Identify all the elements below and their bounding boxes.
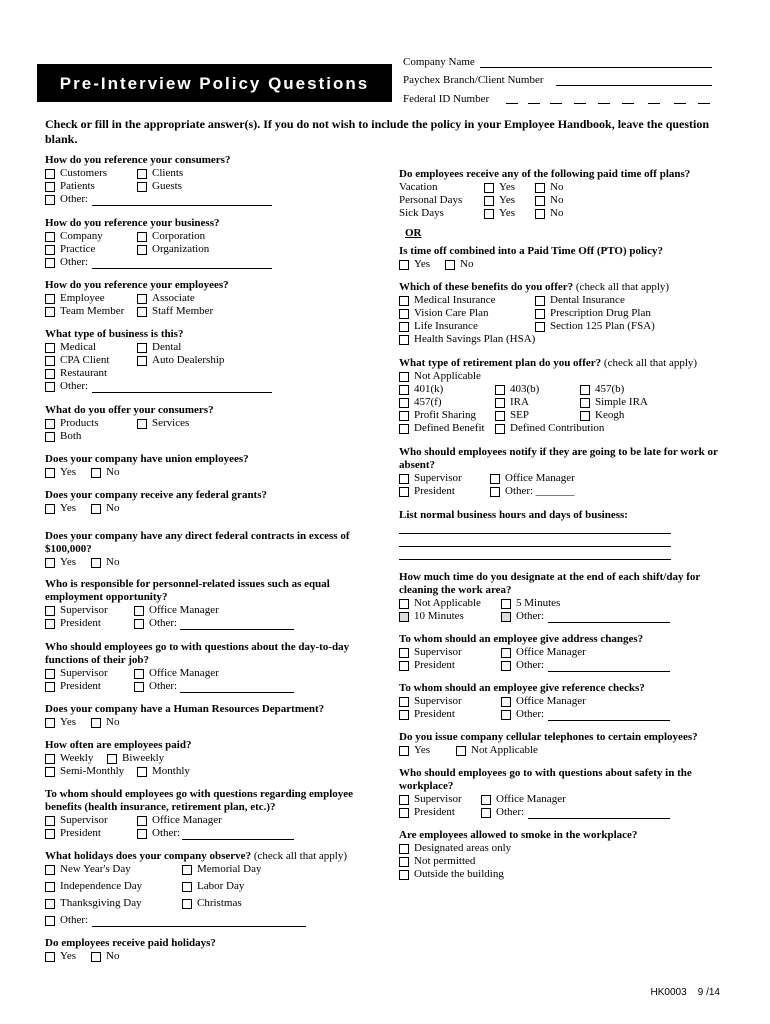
option-label: Office Manager — [152, 814, 222, 826]
checkbox-services[interactable] — [137, 419, 147, 429]
option-label: 457(f) — [414, 396, 442, 408]
option-label: Supervisor — [414, 646, 462, 658]
checkbox-vacation-no[interactable] — [535, 183, 545, 193]
checkbox-other[interactable] — [481, 808, 491, 818]
option-label: Defined Benefit — [414, 422, 485, 434]
checkbox-office-manager[interactable] — [501, 697, 511, 707]
other-field[interactable] — [548, 720, 670, 721]
q-smoking: Are employees allowed to smoke in the workplace? — [399, 829, 638, 841]
option-label: Employee — [60, 292, 105, 304]
option-label: Patients — [60, 180, 95, 192]
checkbox-vision-care[interactable] — [399, 309, 409, 319]
question-note: (check all that apply) — [253, 850, 347, 862]
other-field[interactable] — [548, 622, 670, 623]
hours-line-2[interactable] — [399, 546, 671, 547]
form-code: HK0003 9 /14 — [650, 987, 720, 998]
page-title: Pre-Interview Policy Questions — [59, 74, 370, 93]
checkbox-personal-days-no[interactable] — [535, 196, 545, 206]
option-label: Vision Care Plan — [414, 307, 489, 319]
option-label: Supervisor — [414, 472, 462, 484]
option-label: No — [106, 716, 120, 728]
q-retirement — [399, 357, 697, 370]
option-label: President — [414, 806, 455, 818]
option-label: Yes — [414, 258, 431, 270]
option-label: Life Insurance — [414, 320, 478, 332]
checkbox-company[interactable] — [45, 232, 55, 242]
checkbox-staff-member[interactable] — [137, 307, 147, 317]
option-label: Section 125 Plan (FSA) — [550, 320, 655, 332]
checkbox-employee[interactable] — [45, 294, 55, 304]
option-label: Defined Contribution — [510, 422, 605, 434]
checkbox-sick-days-yes[interactable] — [484, 209, 494, 219]
option-label: Office Manager — [149, 604, 219, 616]
option-label: No — [106, 466, 120, 478]
row-label: Vacation — [399, 181, 438, 193]
checkbox-president[interactable] — [45, 829, 55, 839]
option-label: SEP — [510, 409, 529, 421]
hours-line-3[interactable] — [399, 559, 671, 560]
option-label: Other: — [149, 617, 178, 629]
option-label: Not Applicable — [414, 370, 481, 382]
option-label: Profit Sharing — [414, 409, 477, 421]
option-label: No — [550, 181, 564, 193]
instructions: Check or fill in the appropriate answer(s). If you do not wish to include the policy in your Employee Handbook, leave the question blank. — [45, 117, 710, 146]
checkbox-practice[interactable] — [45, 245, 55, 255]
checkbox-yes[interactable] — [399, 746, 409, 756]
checkbox-supervisor[interactable] — [45, 669, 55, 679]
option-label: Prescription Drug Plan — [550, 307, 651, 319]
checkbox-memorial-day[interactable] — [182, 865, 192, 875]
option-label: 401(k) — [414, 383, 444, 395]
checkbox-president[interactable] — [399, 661, 409, 671]
option-label: Other: — [60, 380, 89, 392]
checkbox-medical[interactable] — [45, 343, 55, 353]
checkbox-office-manager[interactable] — [134, 606, 144, 616]
option-label: Dental — [152, 341, 182, 353]
option-label: President — [414, 659, 455, 671]
checkbox-other[interactable] — [501, 710, 511, 720]
checkbox-yes[interactable] — [45, 952, 55, 962]
checkbox-independence-day[interactable] — [45, 882, 55, 892]
option-label: No — [106, 556, 120, 568]
checkbox-section-125[interactable] — [535, 322, 545, 332]
q-holidays — [45, 850, 347, 863]
option-label: Office Manager — [505, 472, 575, 484]
checkbox-customers[interactable] — [45, 169, 55, 179]
option-label: Yes — [60, 466, 77, 478]
q-personnel: Who is responsible for personnel-related issues such as equal employment opportunity? — [45, 578, 330, 603]
option-label: Supervisor — [414, 793, 462, 805]
checkbox-401k[interactable] — [399, 385, 409, 395]
checkbox-sep[interactable] — [495, 411, 505, 421]
option-label: Other: _______ — [505, 485, 575, 497]
option-label: President — [414, 485, 455, 497]
option-label: Designated areas only — [414, 842, 512, 854]
q-federal-contracts: Does your company have any direct federal contracts in excess of $100,000? — [45, 530, 350, 555]
option-label: Staff Member — [152, 305, 214, 317]
checkbox-semi-monthly[interactable] — [45, 767, 55, 777]
checkbox-office-manager[interactable] — [501, 648, 511, 658]
checkbox-no[interactable] — [91, 504, 101, 514]
option-label: Biweekly — [122, 752, 165, 764]
option-label: Dental Insurance — [550, 294, 625, 306]
checkbox-products[interactable] — [45, 419, 55, 429]
checkbox-other[interactable] — [45, 258, 55, 268]
checkbox-no[interactable] — [91, 718, 101, 728]
checkbox-outside-building[interactable] — [399, 870, 409, 880]
checkbox-president[interactable] — [399, 808, 409, 818]
q-safety: Who should employees go to with questions about safety in the workplace? — [399, 767, 692, 792]
option-label: Office Manager — [496, 793, 566, 805]
checkbox-prescription-drug[interactable] — [535, 309, 545, 319]
checkbox-auto-dealership[interactable] — [137, 356, 147, 366]
option-label: Office Manager — [149, 667, 219, 679]
option-label: Supervisor — [414, 695, 462, 707]
checkbox-other[interactable] — [45, 382, 55, 392]
question-text: What type of retirement plan do you offer? — [399, 357, 602, 369]
q-cleaning-time: How much time do you designate at the end of each shift/day for cleaning the work area? — [399, 571, 701, 596]
q-late-absent: Who should employees notify if they are going to be late for work or absent? — [399, 446, 718, 471]
option-label: Company — [60, 230, 103, 242]
checkbox-cpa-client[interactable] — [45, 356, 55, 366]
question-note: (check all that apply) — [575, 281, 670, 293]
option-label: Memorial Day — [197, 863, 262, 875]
other-field[interactable] — [180, 629, 294, 630]
checkbox-profit-sharing[interactable] — [399, 411, 409, 421]
checkbox-other[interactable] — [501, 661, 511, 671]
checkbox-not-applicable[interactable] — [456, 746, 466, 756]
option-label: Semi-Monthly — [60, 765, 125, 777]
checkbox-simple-ira[interactable] — [580, 398, 590, 408]
option-label: Yes — [414, 744, 431, 756]
question-text: Which of these benefits do you offer? — [399, 281, 574, 293]
checkbox-medical-insurance[interactable] — [399, 296, 409, 306]
option-label: Other: — [149, 680, 178, 692]
checkbox-both[interactable] — [45, 432, 55, 442]
option-label: Not Applicable — [471, 744, 538, 756]
checkbox-office-manager[interactable] — [490, 474, 500, 484]
option-label: Other: — [496, 806, 525, 818]
q-business: How do you reference your business? — [45, 217, 220, 229]
checkbox-keogh[interactable] — [580, 411, 590, 421]
option-label: Other: — [516, 659, 545, 671]
checkbox-supervisor[interactable] — [399, 697, 409, 707]
option-label: Not Applicable — [414, 597, 481, 609]
checkbox-no[interactable] — [91, 952, 101, 962]
checkbox-dental[interactable] — [137, 343, 147, 353]
option-label: No — [106, 950, 120, 962]
option-label: 5 Minutes — [516, 597, 561, 609]
checkbox-defined-benefit[interactable] — [399, 424, 409, 434]
q-cell-phones: Do you issue company cellular telephones to certain employees? — [399, 731, 698, 743]
or-separator: OR — [405, 227, 422, 239]
option-label: President — [60, 680, 101, 692]
checkbox-new-years-day[interactable] — [45, 865, 55, 875]
other-field[interactable] — [182, 839, 294, 840]
option-label: Restaurant — [60, 367, 108, 379]
checkbox-no[interactable] — [91, 558, 101, 568]
checkbox-personal-days-yes[interactable] — [484, 196, 494, 206]
checkbox-yes[interactable] — [399, 260, 409, 270]
checkbox-other[interactable] — [501, 612, 511, 622]
question-text: What holidays does your company observe? — [45, 850, 252, 862]
title-banner — [37, 64, 392, 102]
option-label: Keogh — [595, 409, 625, 421]
option-label: Thanksgiving Day — [60, 897, 142, 909]
checkbox-457f[interactable] — [399, 398, 409, 408]
q-employees: How do you reference your employees? — [45, 279, 229, 291]
option-label: Both — [60, 430, 82, 442]
checkbox-not-applicable[interactable] — [399, 599, 409, 609]
option-label: Yes — [499, 181, 516, 193]
checkbox-no[interactable] — [445, 260, 455, 270]
checkbox-office-manager[interactable] — [137, 816, 147, 826]
q-union: Does your company have union employees? — [45, 453, 249, 465]
option-label: No — [550, 194, 564, 206]
checkbox-yes[interactable] — [45, 558, 55, 568]
option-label: President — [60, 617, 101, 629]
option-label: Other: — [152, 827, 181, 839]
other-field[interactable] — [180, 692, 294, 693]
option-label: Weekly — [60, 752, 94, 764]
option-label: No — [106, 502, 120, 514]
question-note: (check all that apply) — [603, 357, 698, 369]
option-label: Organization — [152, 243, 210, 255]
other-field[interactable] — [92, 268, 272, 269]
other-field[interactable] — [92, 926, 306, 927]
option-label: Associate — [152, 292, 195, 304]
other-field[interactable] — [548, 671, 670, 672]
checkbox-not-permitted[interactable] — [399, 857, 409, 867]
option-label: 457(b) — [595, 383, 625, 395]
checkbox-restaurant[interactable] — [45, 369, 55, 379]
option-label: Guests — [152, 180, 182, 192]
q-address-changes: To whom should an employee give address changes? — [399, 633, 644, 645]
checkbox-other[interactable] — [45, 916, 55, 926]
option-label: Products — [60, 417, 99, 429]
q-offer: What do you offer your consumers? — [45, 404, 214, 416]
checkbox-yes[interactable] — [45, 718, 55, 728]
option-label: Office Manager — [516, 695, 586, 707]
option-label: Yes — [60, 556, 77, 568]
checkbox-clients[interactable] — [137, 169, 147, 179]
q-day-to-day: Who should employees go to with questions about the day-to-day functions of their job? — [45, 641, 350, 666]
checkbox-457b[interactable] — [580, 385, 590, 395]
checkbox-supervisor[interactable] — [45, 816, 55, 826]
checkbox-dental-insurance[interactable] — [535, 296, 545, 306]
checkbox-yes[interactable] — [45, 504, 55, 514]
q-paid-holidays: Do employees receive paid holidays? — [45, 937, 216, 949]
checkbox-monthly[interactable] — [137, 767, 147, 777]
option-label: Other: — [60, 256, 89, 268]
option-label: Medical Insurance — [414, 294, 496, 306]
q-pay-frequency: How often are employees paid? — [45, 739, 192, 751]
other-field[interactable] — [92, 392, 272, 393]
checkbox-hsa[interactable] — [399, 335, 409, 345]
option-label: Office Manager — [516, 646, 586, 658]
option-label: Supervisor — [60, 814, 108, 826]
option-label: Yes — [60, 716, 77, 728]
checkbox-supervisor[interactable] — [399, 474, 409, 484]
checkbox-supervisor[interactable] — [45, 606, 55, 616]
other-field[interactable] — [528, 818, 670, 819]
federal-id-label: Federal ID Number — [403, 93, 490, 105]
company-name-label: Company Name — [403, 56, 475, 68]
option-label: President — [414, 708, 455, 720]
checkbox-thanksgiving-day[interactable] — [45, 899, 55, 909]
row-label: Sick Days — [399, 207, 444, 219]
q-hr-department: Does your company have a Human Resources Department? — [45, 703, 325, 715]
checkbox-sick-days-no[interactable] — [535, 209, 545, 219]
option-label: Other: — [516, 708, 545, 720]
option-label: Practice — [60, 243, 96, 255]
checkbox-president[interactable] — [399, 710, 409, 720]
option-label: New Year's Day — [60, 863, 131, 875]
checkbox-team-member[interactable] — [45, 307, 55, 317]
checkbox-biweekly[interactable] — [107, 754, 117, 764]
checkbox-other[interactable] — [137, 829, 147, 839]
checkbox-vacation-yes[interactable] — [484, 183, 494, 193]
q-benefits — [399, 281, 669, 294]
checkbox-office-manager[interactable] — [481, 795, 491, 805]
checkbox-no[interactable] — [91, 468, 101, 478]
checkbox-403b[interactable] — [495, 385, 505, 395]
option-label: CPA Client — [60, 354, 110, 366]
option-label: Medical — [60, 341, 97, 353]
branch-field[interactable] — [556, 85, 712, 86]
option-label: Yes — [60, 950, 77, 962]
checkbox-president[interactable] — [45, 619, 55, 629]
option-label: Corporation — [152, 230, 206, 242]
checkbox-supervisor[interactable] — [399, 795, 409, 805]
checkbox-defined-contribution[interactable] — [495, 424, 505, 434]
checkbox-corporation[interactable] — [137, 232, 147, 242]
option-label: Supervisor — [60, 604, 108, 616]
q-business-hours: List normal business hours and days of business: — [399, 509, 628, 521]
option-label: 10 Minutes — [414, 610, 464, 622]
checkbox-5-minutes[interactable] — [501, 599, 511, 609]
checkbox-weekly[interactable] — [45, 754, 55, 764]
company-name-field[interactable] — [480, 67, 712, 68]
q-grants: Does your company receive any federal grants? — [45, 489, 268, 501]
row-label: Personal Days — [399, 194, 463, 206]
option-label: Supervisor — [60, 667, 108, 679]
checkbox-life-insurance[interactable] — [399, 322, 409, 332]
option-label: Not permitted — [414, 855, 476, 867]
checkbox-other[interactable] — [45, 195, 55, 205]
option-label: 403(b) — [510, 383, 540, 395]
option-label: Other: — [60, 914, 89, 926]
checkbox-other[interactable] — [134, 619, 144, 629]
option-label: Yes — [60, 502, 77, 514]
checkbox-other[interactable] — [134, 682, 144, 692]
checkbox-organization[interactable] — [137, 245, 147, 255]
option-label: Simple IRA — [595, 396, 648, 408]
checkbox-office-manager[interactable] — [134, 669, 144, 679]
checkbox-labor-day[interactable] — [182, 882, 192, 892]
checkbox-associate[interactable] — [137, 294, 147, 304]
option-label: No — [460, 258, 474, 270]
option-label: No — [550, 207, 564, 219]
checkbox-patients[interactable] — [45, 182, 55, 192]
q-paid-time-off: Do employees receive any of the following paid time off plans? — [399, 168, 691, 180]
q-pto-policy: Is time off combined into a Paid Time Off (PTO) policy? — [399, 245, 663, 257]
option-label: Christmas — [197, 897, 242, 909]
checkbox-president[interactable] — [399, 487, 409, 497]
option-label: Services — [152, 417, 190, 429]
option-label: Yes — [499, 207, 516, 219]
checkbox-christmas[interactable] — [182, 899, 192, 909]
checkbox-not-applicable[interactable] — [399, 372, 409, 382]
option-label: IRA — [510, 396, 529, 408]
other-field[interactable] — [92, 205, 272, 206]
option-label: Team Member — [60, 305, 125, 317]
hours-line-1[interactable] — [399, 533, 671, 534]
option-label: Monthly — [152, 765, 190, 777]
option-label: President — [60, 827, 101, 839]
option-label: Labor Day — [197, 880, 245, 892]
checkbox-guests[interactable] — [137, 182, 147, 192]
option-label: Health Savings Plan (HSA) — [414, 333, 536, 345]
checkbox-ira[interactable] — [495, 398, 505, 408]
checkbox-10-minutes[interactable] — [399, 612, 409, 622]
option-label: Auto Dealership — [152, 354, 225, 366]
checkbox-other[interactable] — [490, 487, 500, 497]
option-label: Outside the building — [414, 868, 504, 880]
checkbox-yes[interactable] — [45, 468, 55, 478]
checkbox-designated-areas[interactable] — [399, 844, 409, 854]
option-label: Other: — [60, 193, 89, 205]
option-label: Customers — [60, 167, 108, 179]
q-reference-checks: To whom should an employee give reference checks? — [399, 682, 645, 694]
q-benefits-contact: To whom should employees go with questions regarding employee benefits (health insurance, retirement plan, etc.)? — [45, 788, 354, 813]
option-label: Clients — [152, 167, 184, 179]
checkbox-president[interactable] — [45, 682, 55, 692]
q-business-type: What type of business is this? — [45, 328, 184, 340]
checkbox-supervisor[interactable] — [399, 648, 409, 658]
option-label: Other: — [516, 610, 545, 622]
q-consumers: How do you reference your consumers? — [45, 154, 231, 166]
branch-label: Paychex Branch/Client Number — [403, 74, 544, 86]
option-label: Independence Day — [60, 880, 143, 892]
option-label: Yes — [499, 194, 516, 206]
